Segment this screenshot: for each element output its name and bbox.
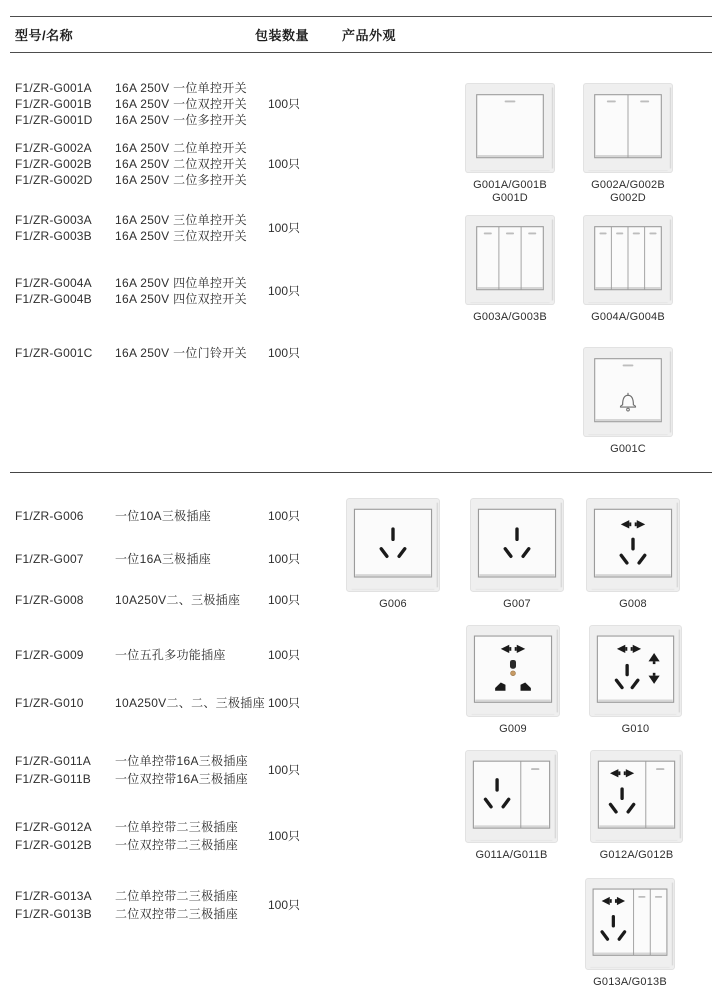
product-row-group (15, 140, 385, 188)
product-description: 一位双控带二三极插座 (115, 838, 239, 852)
figure-label: G001A/G001B G001D (473, 179, 547, 204)
pack-quantity: 100只 (268, 346, 301, 360)
pack-quantity: 100只 (268, 696, 301, 710)
catalog-row (15, 112, 385, 128)
catalog-row (15, 275, 385, 291)
switch-3gang-icon (465, 215, 555, 305)
pack-quantity: 100只 (268, 157, 301, 171)
socket-multifunction-icon (466, 625, 560, 717)
header-bottom-rule (10, 52, 712, 53)
model-code: F1/ZR-G003B (15, 229, 92, 243)
model-code: F1/ZR-G004B (15, 292, 92, 306)
product-description: 16A 250V 一位多控开关 (115, 113, 247, 127)
product-description: 16A 250V 二位单控开关 (115, 141, 247, 155)
figure-label: G012A/G012B (599, 849, 674, 861)
catalog-row (15, 291, 385, 307)
model-code: F1/ZR-G013B (15, 907, 92, 921)
product-description: 16A 250V 四位单控开关 (115, 276, 247, 290)
figure-label: G010 (621, 723, 650, 735)
product-description: 16A 250V 一位门铃开关 (115, 346, 247, 360)
pack-quantity: 100只 (268, 763, 301, 777)
model-code: F1/ZR-G008 (15, 593, 84, 607)
model-code: F1/ZR-G013A (15, 889, 92, 903)
product-row-group (15, 80, 385, 128)
pack-quantity: 100只 (268, 509, 301, 523)
product-figure (466, 625, 560, 735)
product-figure (465, 215, 555, 323)
product-figure (583, 215, 673, 323)
model-code: F1/ZR-G004A (15, 276, 92, 290)
pack-quantity: 100只 (268, 593, 301, 607)
figure-label: G003A/G003B (473, 311, 547, 323)
product-row-group (15, 694, 385, 712)
product-row-group (15, 646, 385, 664)
catalog-row (15, 905, 385, 923)
product-row-group (15, 507, 385, 525)
column-header-quantity: 包装数量 (255, 28, 310, 43)
catalog-row (15, 345, 385, 361)
product-figure (589, 625, 682, 735)
product-figure (590, 750, 683, 861)
product-row-group (15, 345, 385, 361)
catalog-row (15, 96, 385, 112)
model-code: F1/ZR-G002B (15, 157, 92, 171)
product-figure (465, 750, 558, 861)
figure-label: G004A/G004B (591, 311, 665, 323)
figure-label: G013A/G013B (593, 976, 667, 988)
doorbell-switch-icon (583, 347, 673, 437)
product-description: 16A 250V 三位双控开关 (115, 229, 247, 243)
product-figure (465, 83, 555, 204)
socket-3pin-icon (346, 498, 440, 592)
section-divider (10, 472, 712, 473)
product-row-group (15, 212, 385, 244)
model-code: F1/ZR-G011B (15, 772, 91, 786)
product-figure (470, 498, 564, 610)
catalog-row (15, 507, 385, 525)
catalog-row (15, 550, 385, 568)
catalog-row (15, 818, 385, 836)
product-row-group (15, 752, 385, 788)
pack-quantity: 100只 (268, 284, 301, 298)
pack-quantity: 100只 (268, 648, 301, 662)
catalog-row (15, 212, 385, 228)
figure-label: G007 (503, 598, 531, 610)
product-row-group (15, 887, 385, 923)
product-description: 16A 250V 三位单控开关 (115, 213, 247, 227)
socket-combo-icon (589, 625, 682, 717)
figure-label: G011A/G011B (475, 849, 548, 861)
figure-label: G008 (619, 598, 647, 610)
figure-label: G002A/G002B G002D (591, 179, 665, 204)
switch-2gang-icon (583, 83, 673, 173)
product-row-group (15, 275, 385, 307)
model-code: F1/ZR-G009 (15, 648, 84, 662)
catalog-row (15, 228, 385, 244)
socket5-with-2switch-icon (585, 878, 675, 970)
product-figure (585, 878, 675, 988)
socket-5hole-icon (586, 498, 680, 592)
figure-label: G006 (379, 598, 407, 610)
product-description: 一位双控带16A三极插座 (115, 772, 248, 786)
product-row-group (15, 818, 385, 854)
model-code: F1/ZR-G010 (15, 696, 84, 710)
product-figure (583, 83, 673, 204)
pack-quantity: 100只 (268, 97, 301, 111)
catalog-row (15, 80, 385, 96)
product-description: 一位单控带二三极插座 (115, 820, 239, 834)
catalog-row (15, 770, 385, 788)
model-code: F1/ZR-G006 (15, 509, 84, 523)
product-description: 二位单控带二三极插座 (115, 889, 239, 903)
pack-quantity: 100只 (268, 829, 301, 843)
model-code: F1/ZR-G001A (15, 81, 92, 95)
model-code: F1/ZR-G001C (15, 346, 93, 360)
header-top-rule (10, 16, 712, 17)
model-code: F1/ZR-G012A (15, 820, 92, 834)
product-description: 一位16A三极插座 (115, 552, 212, 566)
figure-label: G001C (610, 443, 646, 455)
model-code: F1/ZR-G007 (15, 552, 84, 566)
switch-1gang-icon (465, 83, 555, 173)
catalog-row (15, 646, 385, 664)
model-code: F1/ZR-G001D (15, 113, 93, 127)
catalog-row (15, 156, 385, 172)
pack-quantity: 100只 (268, 221, 301, 235)
socket-3pin-icon (470, 498, 564, 592)
product-description: 16A 250V 四位双控开关 (115, 292, 247, 306)
product-description: 10A250V二、三极插座 (115, 593, 241, 607)
product-description: 16A 250V 一位单控开关 (115, 81, 247, 95)
pack-quantity: 100只 (268, 898, 301, 912)
catalog-row (15, 140, 385, 156)
product-description: 16A 250V 一位双控开关 (115, 97, 247, 111)
model-code: F1/ZR-G003A (15, 213, 92, 227)
product-description: 二位双控带二三极插座 (115, 907, 239, 921)
product-description: 10A250V二、二、三极插座 (115, 696, 265, 710)
model-code: F1/ZR-G011A (15, 754, 91, 768)
model-code: F1/ZR-G002D (15, 173, 93, 187)
product-figure (583, 347, 673, 455)
catalog-row (15, 172, 385, 188)
column-header-model: 型号/名称 (15, 28, 74, 43)
pack-quantity: 100只 (268, 552, 301, 566)
column-header-appearance: 产品外观 (342, 28, 397, 43)
model-code: F1/ZR-G012B (15, 838, 92, 852)
product-figure (586, 498, 680, 610)
catalog-row (15, 694, 385, 712)
catalog-row (15, 887, 385, 905)
product-description: 一位单控带16A三极插座 (115, 754, 248, 768)
socket5-with-switch-icon (590, 750, 683, 843)
model-code: F1/ZR-G001B (15, 97, 92, 111)
product-figure (346, 498, 440, 610)
product-description: 一位10A三极插座 (115, 509, 212, 523)
product-description: 一位五孔多功能插座 (115, 648, 226, 662)
model-code: F1/ZR-G002A (15, 141, 92, 155)
switch-4gang-icon (583, 215, 673, 305)
socket3-with-switch-icon (465, 750, 558, 843)
product-description: 16A 250V 二位多控开关 (115, 173, 247, 187)
catalog-row (15, 752, 385, 770)
catalog-row (15, 836, 385, 854)
product-row-group (15, 550, 385, 568)
figure-label: G009 (499, 723, 527, 735)
product-description: 16A 250V 二位双控开关 (115, 157, 247, 171)
